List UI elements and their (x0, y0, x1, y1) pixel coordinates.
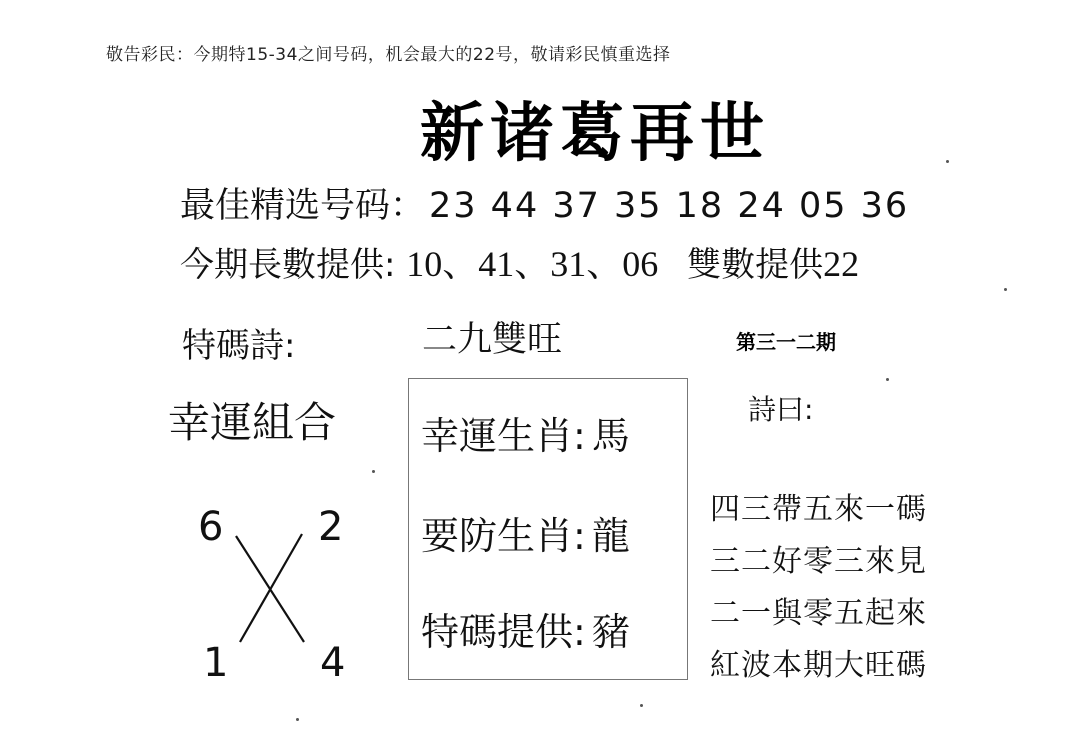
special-code-row (421, 601, 630, 656)
scan-speck (886, 378, 889, 381)
scan-speck (946, 160, 949, 163)
lucky-zodiac-row (421, 405, 630, 460)
guard-zodiac-value: 龍 (591, 514, 630, 558)
scan-speck (640, 704, 643, 707)
combo-digit-top-right: 2 (318, 504, 344, 550)
scan-speck (296, 718, 299, 721)
issue-number: 第三一二期 (736, 330, 836, 354)
best-pick-label: 最佳精选号码： (180, 186, 426, 226)
cross-lines (230, 530, 310, 650)
lucky-zodiac-label: 幸運生肖: (421, 414, 586, 458)
double-numbers-label: 雙數提供 (687, 245, 824, 285)
special-poem-label: 特碼詩: (182, 326, 296, 366)
poem-line: 紅波本期大旺碼 (710, 648, 927, 683)
notice-text: 敬告彩民：今期特15-34之间号码，机会最大的22号，敬请彩民慎重选择 (106, 45, 671, 65)
best-pick-numbers: 23 44 37 35 18 24 05 36 (429, 186, 910, 226)
combo-digit-bottom-right: 4 (320, 640, 346, 686)
long-numbers-values: 10、41、31、06 (406, 244, 659, 284)
scan-speck (372, 470, 375, 473)
poem-line: 三二好零三來見 (710, 544, 927, 579)
zodiac-box (408, 378, 688, 680)
scan-speck (1004, 288, 1007, 291)
poem-heading: 詩曰: (748, 393, 814, 426)
best-pick-row (180, 178, 909, 228)
page-title: 新诸葛再世 (420, 97, 770, 171)
combo-digit-top-left: 6 (198, 504, 224, 550)
special-code-label: 特碼提供: (421, 610, 586, 654)
special-poem-value: 二九雙旺 (422, 320, 563, 360)
poem-line: 二一與零五起來 (710, 596, 927, 631)
combo-digit-bottom-left: 1 (203, 640, 229, 686)
poem-line: 四三帶五來一碼 (710, 492, 927, 527)
double-numbers-value: 22 (823, 244, 860, 284)
guard-zodiac-row (421, 505, 630, 560)
special-code-value: 豬 (591, 610, 630, 654)
guard-zodiac-label: 要防生肖: (421, 514, 586, 558)
lucky-combo-title: 幸運組合 (168, 398, 337, 447)
long-numbers-label: 今期長數提供: (180, 245, 396, 285)
lucky-zodiac-value: 馬 (591, 414, 630, 458)
long-numbers-row (180, 236, 859, 287)
